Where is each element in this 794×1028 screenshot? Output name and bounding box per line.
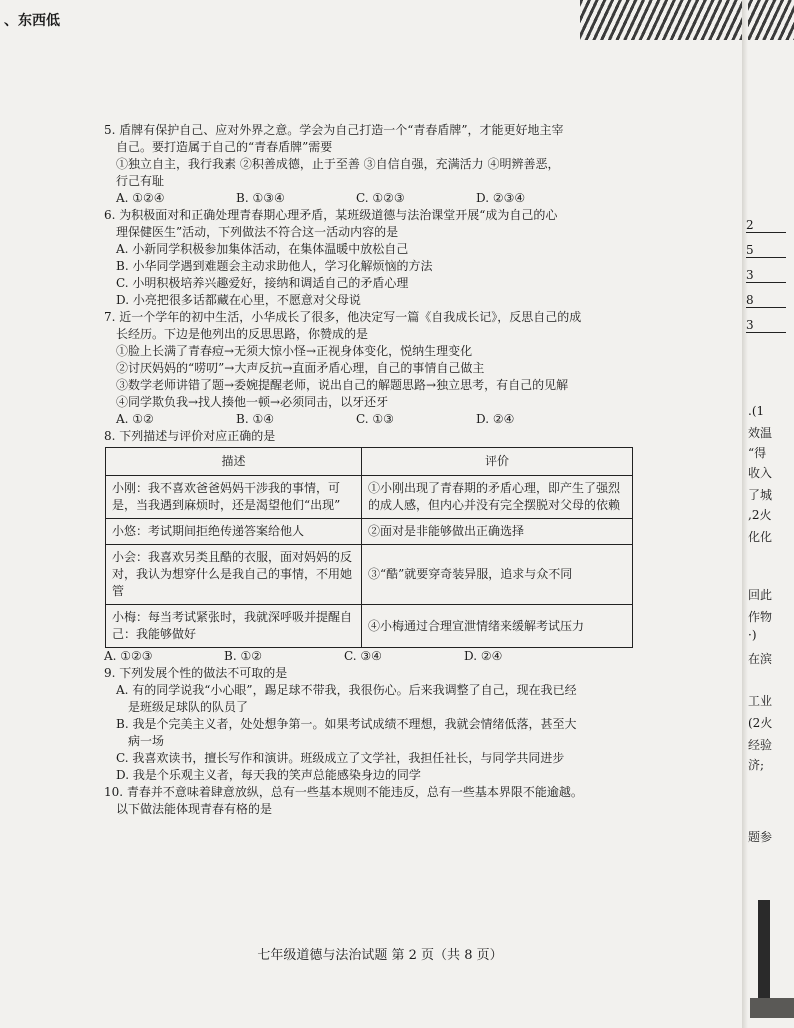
strip-fragment: 回此 <box>748 588 773 602</box>
option-b: B. ①④ <box>236 412 274 426</box>
question-stem: 8. 下列描述与评价对应正确的是 <box>104 429 276 443</box>
question-stem: 理保健医生”活动，下列做法不符合这一活动内容的是 <box>116 225 399 239</box>
strip-fragment: 在滨 <box>748 652 773 666</box>
strip-fragment: 济; <box>748 758 765 772</box>
strip-fragment: “得 <box>748 446 767 460</box>
table-header: 评价 <box>362 448 633 476</box>
question-item: ④同学欺负我→找人揍他一顿→必须同击，以牙还牙 <box>116 395 389 409</box>
question-stem: 长经历。下边是他列出的反思思路，你赞成的是 <box>116 327 369 341</box>
strip-fragment: 作物 <box>748 610 773 624</box>
question-7 <box>104 309 638 428</box>
strip-fragment: 8 <box>746 293 786 308</box>
question-stem: 自己。要打造属于自己的“青春盾牌”需要 <box>116 140 333 154</box>
strip-fragment: 3 <box>746 318 786 333</box>
option-b-cont: 病一场 <box>128 734 165 748</box>
option-b: B. ①② <box>224 649 262 663</box>
question-items: 行己有耻 <box>116 174 165 188</box>
question-9 <box>104 665 638 784</box>
option-d: D. ②③④ <box>476 191 526 205</box>
table-cell: ④小梅通过合理宣泄情绪来缓解考试压力 <box>362 605 633 648</box>
table-row <box>106 476 633 519</box>
strip-fragment: ,2火 <box>748 508 772 522</box>
strip-fragment: 效温 <box>748 426 773 440</box>
table-row <box>106 605 633 648</box>
answer-options <box>104 648 584 665</box>
strip-fragment: 工业 <box>748 694 773 708</box>
question-stem: 9. 下列发展个性的做法不可取的是 <box>104 666 288 680</box>
option-b: B. ①③④ <box>236 191 285 205</box>
option-a: A. ①② <box>116 412 154 426</box>
strip-fragment: 经验 <box>748 738 773 752</box>
strip-fragment: 化化 <box>748 530 773 544</box>
option-d: D. 小亮把很多话都藏在心里，不愿意对父母说 <box>116 293 361 307</box>
strip-fragment: ·) <box>748 628 757 642</box>
option-d: D. ②④ <box>476 412 515 426</box>
question-6 <box>104 207 638 309</box>
question-5 <box>104 122 638 207</box>
strip-fragment: .(1 <box>748 404 765 418</box>
table-header-row <box>106 448 633 476</box>
option-a: A. ①②③ <box>104 649 153 663</box>
option-c: C. 我喜欢读书，擅长写作和演讲。班级成立了文学社，我担任社长，与同学共同进步 <box>116 751 565 765</box>
table-cell: 小悠：考试期间拒绝传递答案给他人 <box>106 519 362 545</box>
option-a-cont: 是班级足球队的队员了 <box>128 700 249 714</box>
question-stem: 7. 近一个学年的初中生活，小华成长了很多，他决定写一篇《自我成长记》，反思自己的成 <box>104 310 582 324</box>
option-c: C. ①②③ <box>356 191 405 205</box>
question-stem: 以下做法能体现青春有格的是 <box>116 802 273 816</box>
evaluation-table <box>105 447 633 648</box>
option-c: C. ①③ <box>356 412 394 426</box>
question-items: ①独立自主，我行我素 ②积善成德，止于至善 ③自信自强，充满活力 ④明辨善恶， <box>116 157 560 171</box>
scan-edge-shadow <box>750 998 794 1018</box>
table-cell: ③“酷”就要穿奇装异服，追求与众不同 <box>362 545 633 605</box>
strip-fragment: 收入 <box>748 466 773 480</box>
question-item: ①脸上长满了青春痘→无须大惊小怪→正视身体变化，悦纳生理变化 <box>116 344 473 358</box>
question-stem: 6. 为积极面对和正确处理青春期心理矛盾，某班级道德与法治课堂开展“成为自己的心 <box>104 208 558 222</box>
table-cell: ①小刚出现了青春期的矛盾心理，即产生了强烈的成人感，但内心并没有完全摆脱对父母的依赖 <box>362 476 633 519</box>
corner-fragment-text: 、东西低 <box>4 13 60 29</box>
option-a: A. ①②④ <box>116 191 165 205</box>
question-content <box>104 122 638 818</box>
option-c: C. ③④ <box>344 649 382 663</box>
option-c: C. 小明积极培养兴趣爱好，接纳和调适自己的矛盾心理 <box>116 276 409 290</box>
strip-fragment: 题参 <box>748 830 773 844</box>
adjacent-page-strip <box>744 40 794 1028</box>
option-a: A. 有的同学说我“小心眼”，踢足球不带我，我很伤心。后来我调整了自己，现在我已经 <box>116 683 577 697</box>
table-header: 描述 <box>106 448 362 476</box>
question-8 <box>104 428 638 665</box>
table-cell: 小梅：每当考试紧张时，我就深呼吸并提醒自己：我能够做好 <box>106 605 362 648</box>
option-b: B. 小华同学遇到难题会主动求助他人，学习化解烦恼的方法 <box>116 259 433 273</box>
option-d: D. 我是个乐观主义者，每天我的笑声总能感染身边的同学 <box>116 768 421 782</box>
barcode-graphic <box>580 0 794 40</box>
strip-fragment: 5 <box>746 243 786 258</box>
question-item: ②讨厌妈妈的“唠叨”→大声反抗→直面矛盾心理，自己的事情自己做主 <box>116 361 485 375</box>
question-stem: 10. 青春并不意味着肆意放纵，总有一些基本规则不能违反，总有一些基本界限不能逾越。 <box>104 785 583 799</box>
strip-fragment: 2 <box>746 218 786 233</box>
strip-fragment: 了城 <box>748 488 773 502</box>
table-row <box>106 519 633 545</box>
answer-options <box>104 190 596 207</box>
strip-fragment: 3 <box>746 268 786 283</box>
answer-options <box>104 411 596 428</box>
table-cell: ②面对是非能够做出正确选择 <box>362 519 633 545</box>
question-10 <box>104 784 638 818</box>
table-row <box>106 545 633 605</box>
table-cell: 小会：我喜欢另类且酷的衣服，面对妈妈的反对，我认为想穿什么是我自己的事情，不用她管 <box>106 545 362 605</box>
table-cell: 小刚：我不喜欢爸爸妈妈干涉我的事情，可是，当我遇到麻烦时，还是渴望他们“出现” <box>106 476 362 519</box>
option-d: D. ②④ <box>464 649 503 663</box>
question-item: ③数学老师讲错了题→委婉提醒老师，说出自己的解题思路→独立思考，有自己的见解 <box>116 378 569 392</box>
option-a: A. 小新同学积极参加集体活动，在集体温暖中放松自己 <box>116 242 409 256</box>
question-stem: 5. 盾牌有保护自己、应对外界之意。学会为自己打造一个“青春盾牌”，才能更好地主宰 <box>104 123 564 137</box>
option-b: B. 我是个完美主义者，处处想争第一。如果考试成绩不理想，我就会情绪低落，甚至大 <box>116 717 577 731</box>
page-footer: 七年级道德与法治试题 第 2 页（共 8 页） <box>257 948 503 963</box>
strip-fragment: (2火 <box>748 716 773 730</box>
